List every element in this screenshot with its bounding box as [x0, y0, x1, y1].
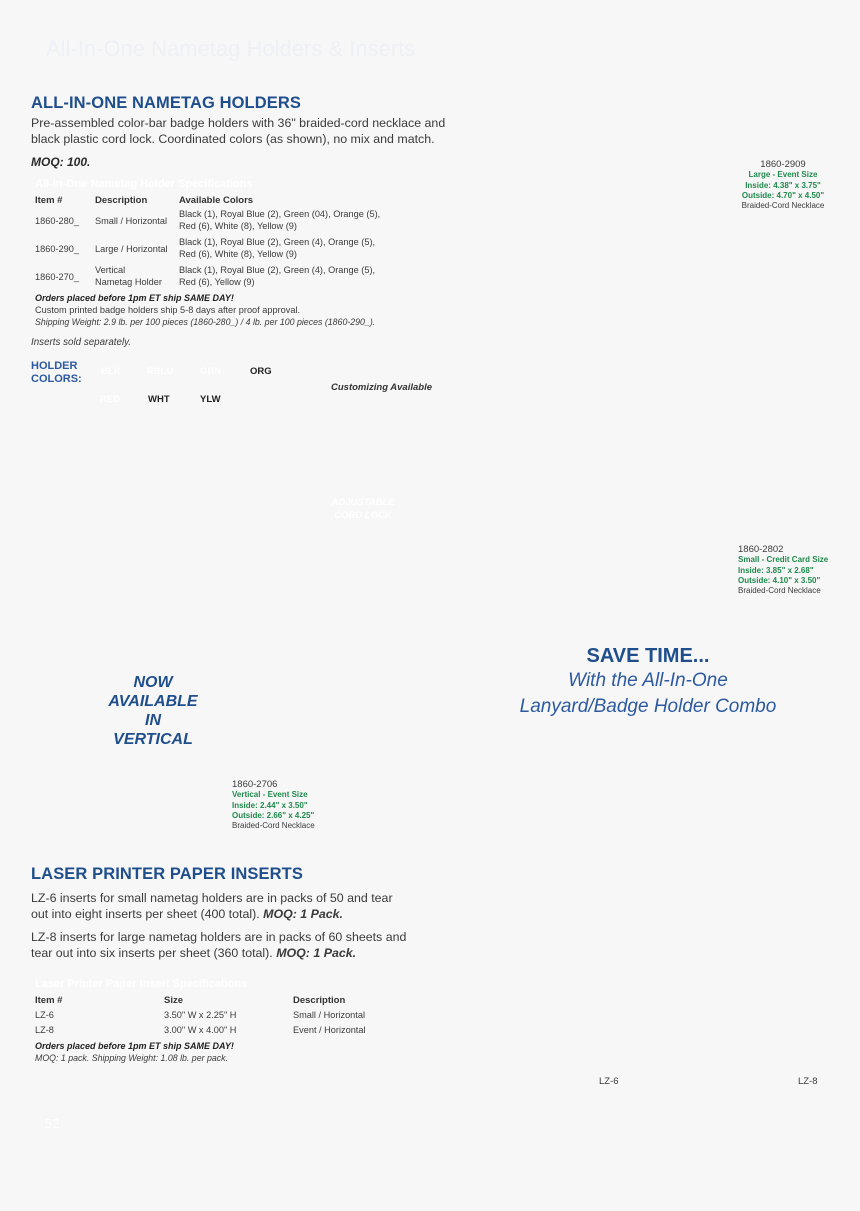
holders-description-line: Pre-assembled color-bar badge holders with 36" braided-cord necklace and	[31, 116, 446, 130]
product-outside: Outside: 4.10" x 3.50"	[738, 575, 821, 585]
product-number: 1860-2706	[232, 779, 278, 790]
inserts-moq: MOQ: 1 Pack.	[276, 945, 357, 960]
holders-custom-note: Custom printed badge holders ship 5-8 days after proof approval.	[35, 305, 301, 315]
color-swatch-rblu: RBLU	[147, 366, 174, 377]
table-header: Description	[95, 195, 148, 206]
table-cell-description: Small / Horizontal	[95, 216, 167, 226]
table-cell-item: 1860-290_	[35, 244, 79, 254]
product-inside: Inside: 4.38" x 3.75"	[745, 180, 821, 190]
holders-spec-caption: All-In-One Nametag Holder Specifications	[35, 178, 253, 190]
holders-description	[31, 116, 445, 147]
product-number: 1860-2909	[760, 159, 806, 170]
inserts-sold-separately: Inserts sold separately.	[31, 337, 132, 348]
table-header: Size	[164, 995, 184, 1006]
inserts-paragraph-line: out into eight inserts per sheet (400 total).	[31, 906, 260, 921]
holder-colors-label-line: HOLDER	[31, 360, 78, 372]
product-cord: Braided-Cord Necklace	[738, 586, 821, 596]
product-callout-1860-2706	[232, 780, 352, 831]
color-swatch-org: ORG	[250, 366, 272, 377]
inserts-heading: LASER PRINTER PAPER INSERTS	[31, 865, 303, 883]
table-header: Available Colors	[179, 195, 254, 206]
inserts-paragraph-line: tear out into six inserts per sheet (360 total).	[31, 945, 273, 960]
table-cell-item: LZ-8	[35, 1025, 54, 1035]
holders-weight-note: Shipping Weight: 2.9 lb. per 100 pieces (1860-280_) / 4 lb. per 100 pieces (1860-290_).	[35, 317, 376, 327]
table-cell-size: 3.50" W x 2.25" H	[164, 1010, 237, 1020]
vertical-promo-line: AVAILABLE	[108, 693, 198, 710]
colors-line: Black (1), Royal Blue (2), Green (4), Orange (5),	[179, 237, 376, 247]
inserts-paragraph-line: LZ-8 inserts for large nametag holders are in packs of 60 sheets and	[31, 930, 407, 944]
vertical-promo	[93, 673, 213, 749]
customizing-available: Customizing Available	[331, 382, 432, 393]
inserts-same-day-note: Orders placed before 1pm ET ship SAME DAY!	[35, 1041, 234, 1051]
save-time-subtitle: Lanyard/Badge Holder Combo	[519, 696, 777, 717]
save-time-promo	[498, 645, 798, 720]
color-swatch-red: RED	[100, 394, 121, 405]
cord-lock-line: CORD LOCK	[334, 510, 392, 521]
product-size: Large - Event Size	[748, 170, 818, 180]
product-number: 1860-2802	[738, 544, 784, 555]
table-cell-description: Event / Horizontal	[293, 1025, 366, 1035]
colors-line: Red (6), White (8), Yellow (9)	[179, 248, 297, 259]
inserts-spec-table	[35, 995, 435, 1045]
color-swatch-wht: WHT	[148, 394, 170, 405]
holder-colors-label	[31, 360, 82, 385]
save-time-title: SAVE TIME...	[586, 645, 710, 667]
holder-colors-label-line: COLORS:	[31, 372, 82, 385]
colors-line: Black (1), Royal Blue (2), Green (04), Orange (5),	[179, 209, 381, 219]
table-header: Item #	[35, 995, 63, 1006]
colors-line: Black (1), Royal Blue (2), Green (4), Orange (5),	[179, 265, 376, 275]
table-cell-colors	[179, 209, 380, 232]
vertical-promo-line: NOW	[133, 674, 173, 691]
color-swatch-blk: BLK	[101, 366, 121, 377]
product-size: Vertical - Event Size	[232, 790, 308, 800]
vertical-promo-line: VERTICAL	[113, 731, 193, 748]
holders-description-line: black plastic cord lock. Coordinated colors (as shown), no mix and match.	[31, 131, 435, 146]
description-line: Vertical	[95, 265, 126, 275]
product-cord: Braided-Cord Necklace	[232, 821, 315, 831]
color-swatch-ylw: YLW	[200, 394, 221, 405]
save-time-subtitle: With the All-In-One	[568, 670, 728, 691]
inserts-paragraph-line: LZ-6 inserts for small nametag holders are in packs of 50 and tear	[31, 891, 393, 905]
inserts-paragraph-lz6	[31, 891, 393, 922]
colors-line: Red (6), Yellow (9)	[179, 276, 255, 287]
vertical-promo-line: IN	[145, 712, 161, 729]
product-callout-1860-2909	[723, 160, 843, 211]
holders-same-day-note: Orders placed before 1pm ET ship SAME DAY!	[35, 293, 234, 303]
product-inside: Inside: 2.44" x 3.50"	[232, 800, 308, 810]
product-outside: Outside: 4.70" x 4.50"	[741, 190, 825, 200]
table-cell-colors	[179, 237, 375, 260]
product-cord: Braided-Cord Necklace	[741, 201, 825, 211]
lz6-image-label: LZ-6	[599, 1076, 619, 1087]
page-number: 52	[45, 1116, 60, 1131]
holders-moq: MOQ: 100.	[31, 155, 91, 169]
table-header: Item #	[35, 195, 63, 206]
colors-line: Red (6), White (8), Yellow (9)	[179, 220, 297, 231]
inserts-paragraph-lz8	[31, 930, 406, 961]
table-cell-description	[95, 265, 162, 288]
product-size: Small - Credit Card Size	[738, 555, 829, 565]
table-header: Description	[293, 995, 346, 1006]
product-callout-1860-2802	[738, 545, 858, 596]
cord-lock-callout	[320, 496, 406, 522]
table-cell-item: LZ-6	[35, 1010, 54, 1020]
table-cell-size: 3.00" W x 4.00" H	[164, 1025, 237, 1035]
inserts-moq-note: MOQ: 1 pack. Shipping Weight: 1.08 lb. per pack.	[35, 1053, 228, 1063]
table-cell-colors	[179, 265, 375, 288]
table-cell-item: 1860-270_	[35, 272, 79, 282]
inserts-spec-caption: Laser Printer Paper Insert Specifications	[35, 978, 248, 990]
holders-heading: ALL-IN-ONE NAMETAG HOLDERS	[31, 94, 301, 112]
product-outside: Outside: 2.66" x 4.25"	[232, 810, 315, 820]
inserts-moq: MOQ: 1 Pack.	[263, 906, 344, 921]
color-swatch-grn: GRN	[200, 366, 222, 377]
lz8-image-label: LZ-8	[798, 1076, 818, 1087]
table-cell-description: Small / Horizontal	[293, 1010, 365, 1020]
table-cell-item: 1860-280_	[35, 216, 79, 226]
page-title: All-In-One Nametag Holders & Inserts	[46, 36, 416, 61]
cord-lock-line: ADJUSTABLE	[331, 497, 395, 508]
table-cell-description: Large / Horizontal	[95, 244, 168, 254]
product-inside: Inside: 3.85" x 2.68"	[738, 565, 814, 575]
description-line: Nametag Holder	[95, 276, 162, 287]
